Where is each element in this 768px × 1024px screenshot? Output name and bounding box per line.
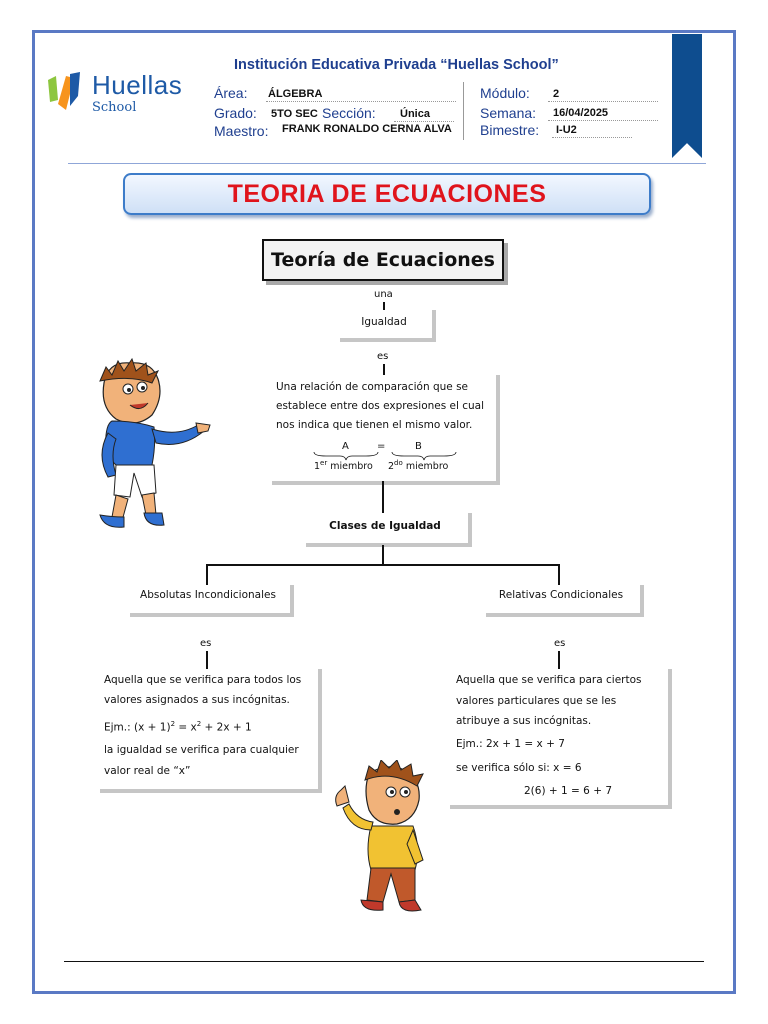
connector-es: es [377,351,389,362]
relativas-node [486,585,644,617]
absolutas-line: valores asignados a sus incógnitas. [104,694,290,706]
clases-label: Clases de Igualdad [329,520,441,532]
connector-line [382,545,384,565]
relativas-line: valores particulares que se les [456,695,617,707]
seccion-label: Sección: [322,105,376,121]
bimestre-value: I-U2 [556,124,577,136]
absolutas-line: Aquella que se verifica para todos los [104,674,302,686]
relativas-example: Ejm.: 2x + 1 = x + 7 [456,738,565,750]
bimestre-label: Bimestre: [480,122,540,138]
logo-subtitle: School [92,100,137,115]
relativas-verify: se verifica sólo si: x = 6 [456,762,582,774]
modulo-underline [548,101,658,102]
grado-label: Grado: [214,105,257,121]
maestro-label: Maestro: [214,123,269,139]
relativas-check: 2(6) + 1 = 6 + 7 [524,785,613,797]
connector-line [558,651,560,671]
header-separator [463,82,464,140]
grado-value: 5TO SEC [271,108,318,120]
seccion-value: Única [400,108,430,120]
area-underline [266,101,456,102]
modulo-value: 2 [553,88,560,100]
header-divider [68,163,706,164]
definition-line: Una relación de comparación que se [276,381,469,393]
modulo-label: Módulo: [480,85,530,101]
branch-line [206,564,560,566]
thinking-boy-icon [325,760,435,918]
page-title: TEORIA DE ECUACIONES [227,179,547,208]
absolutas-example: Ejm.: $(x + 1)^2 = x^2 + 2x + 1$ [104,720,252,734]
definition-line: establece entre dos expresiones el cual [276,400,485,412]
root-node: Teoría de Ecuaciones [262,239,504,281]
relativas-label: Relativas Condicionales [498,589,624,601]
relativas-description-box [450,669,672,809]
absolutas-description-box [100,669,322,793]
definition-line: nos indica que tienen el mismo valor. [276,419,473,431]
absolutas-node [130,585,294,617]
absolutas-note: valor real de “x” [104,765,191,777]
institution-name: Institución Educativa Privada “Huellas School” [234,57,559,73]
footer-divider [64,961,704,962]
area-label: Área: [214,85,248,101]
semana-label: Semana: [480,105,537,121]
bookmark-ribbon [672,34,702,158]
second-member: $2^{do}$ miembro [388,459,449,473]
maestro-value: FRANK RONALDO CERNA ALVA [282,123,452,135]
absolutas-note: la igualdad se verifica para cualquier [104,744,299,756]
relativas-line: atribuye a sus incógnitas. [456,715,592,727]
connector-una: una [374,289,393,300]
area-value: ÁLGEBRA [268,88,323,100]
first-member: 1er miembro [314,459,373,473]
clases-node [306,513,472,547]
absolutas-label: Absolutas Incondicionales [140,589,276,601]
logo-wordmark: Huellas [92,70,183,100]
equation-a: A [342,441,349,452]
connector-es: es [200,638,212,649]
seccion-underline [394,121,454,122]
pointing-boy-icon [86,355,216,535]
connector-line [382,481,384,514]
equation-b: B [415,441,422,452]
equation-equals: = [377,441,386,452]
semana-underline [548,120,658,121]
semana-value: 16/04/2025 [553,107,609,119]
igualdad-label: Igualdad [361,316,407,328]
connector-line [206,651,208,671]
connector-line [206,564,208,586]
connector-es: es [554,638,566,649]
bimestre-underline [552,137,632,138]
title-banner [123,173,651,215]
connector-line [558,564,560,586]
igualdad-node [340,310,436,342]
definition-box [272,375,500,485]
relativas-line: Aquella que se verifica para ciertos [456,674,642,686]
